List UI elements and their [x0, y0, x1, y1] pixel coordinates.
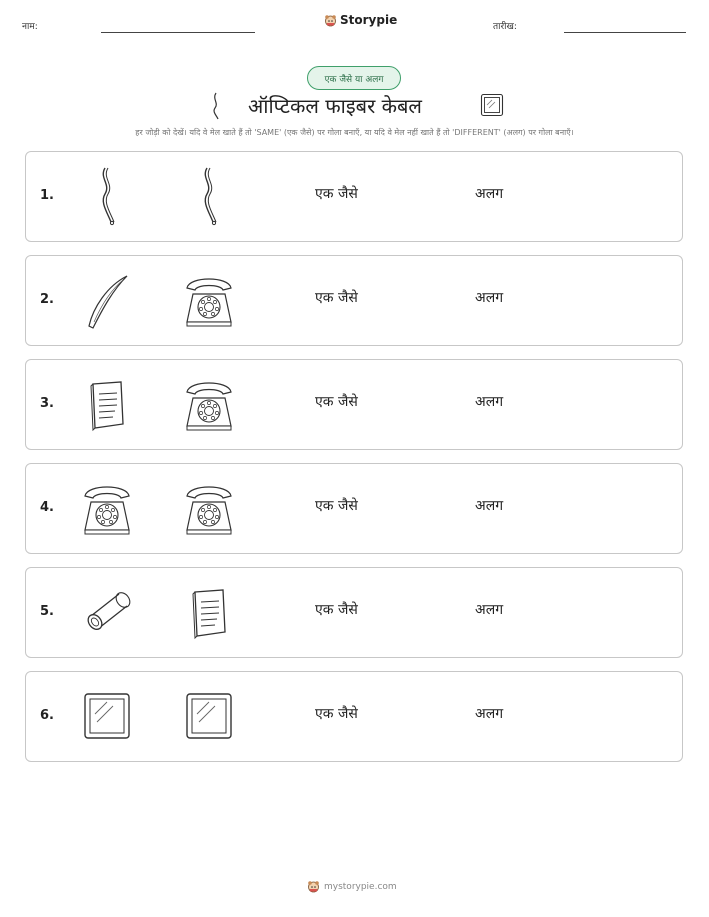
question-number: 4.	[40, 500, 54, 515]
same-option[interactable]: एक जैसे	[315, 290, 358, 306]
storypie-mascot-icon	[307, 880, 320, 893]
same-option[interactable]: एक जैसे	[315, 706, 358, 722]
different-option[interactable]: अलग	[475, 706, 504, 722]
telephone-icon	[77, 476, 137, 540]
same-option[interactable]: एक जैसे	[315, 498, 358, 514]
book-icon	[77, 372, 137, 436]
same-option[interactable]: एक जैसे	[315, 394, 358, 410]
screen-icon	[480, 93, 504, 117]
cable-icon	[77, 164, 137, 228]
footer-url[interactable]: mystorypie.com	[324, 881, 397, 892]
question-number: 3.	[40, 396, 54, 411]
question-card	[25, 255, 683, 346]
question-card	[25, 567, 683, 658]
footer	[307, 880, 397, 893]
different-option[interactable]: अलग	[475, 498, 504, 514]
different-option[interactable]: अलग	[475, 186, 504, 202]
question-card	[25, 463, 683, 554]
question-number: 2.	[40, 292, 54, 307]
telephone-icon	[179, 372, 239, 436]
different-option[interactable]: अलग	[475, 602, 504, 618]
date-label: तारीख:	[493, 22, 517, 32]
question-card	[25, 359, 683, 450]
screen-icon	[77, 684, 137, 748]
same-option[interactable]: एक जैसे	[315, 602, 358, 618]
question-number: 6.	[40, 708, 54, 723]
question-number: 1.	[40, 188, 54, 203]
question-number: 5.	[40, 604, 54, 619]
storypie-mascot-icon	[324, 14, 337, 27]
book-icon	[179, 580, 239, 644]
date-line[interactable]	[564, 32, 686, 33]
question-card	[25, 671, 683, 762]
tube-icon	[77, 580, 137, 644]
question-card	[25, 151, 683, 242]
fiber-strand-icon	[77, 268, 137, 332]
name-label: नाम:	[22, 22, 38, 32]
different-option[interactable]: अलग	[475, 290, 504, 306]
cable-icon	[179, 164, 239, 228]
different-option[interactable]: अलग	[475, 394, 504, 410]
instructions: हर जोड़ी को देखें। यदि वे मेल खाते हैं तो 'SAME' (एक जैसे) पर गोला बनाएँ, या यदि वे मेल नहीं खाते हैं तो 'DIFFERENT' (अलग) पर गोला बनाएँ।	[135, 128, 574, 137]
cable-icon	[208, 91, 224, 121]
screen-icon	[179, 684, 239, 748]
brand-logo	[324, 13, 397, 27]
telephone-icon	[179, 268, 239, 332]
telephone-icon	[179, 476, 239, 540]
same-option[interactable]: एक जैसे	[315, 186, 358, 202]
activity-badge: एक जैसे या अलग	[307, 66, 401, 90]
brand-name: Storypie	[340, 13, 398, 27]
name-line[interactable]	[101, 32, 255, 33]
page-title: ऑप्टिकल फाइबर केबल	[248, 94, 422, 118]
